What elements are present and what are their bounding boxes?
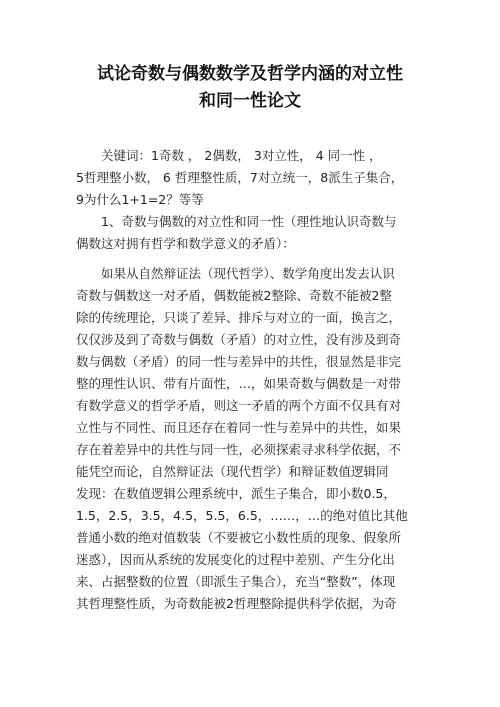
paragraph-line: 除的传统理论，只谈了差异、排斥与对立的一面，换言之， bbox=[76, 310, 402, 325]
keywords-line-3: 9为什么1+1=2？等等 bbox=[76, 192, 204, 207]
section-heading-line-1: 1、奇数与偶数的对立性和同一性（理性地认识奇数与 bbox=[76, 214, 397, 229]
paragraph-line: 有数学意义的哲学矛盾，则这一矛盾的两个方面不仅具有对 bbox=[76, 398, 402, 413]
keywords-line-1: 关键词：1奇数 ， 2偶数， 3对立性， 4 同一性 ， bbox=[76, 148, 382, 163]
paragraph-line: 其哲理整性质，为奇数能被2哲理整除提供科学依据，为奇 bbox=[76, 596, 397, 611]
keywords-line-2: 5哲理整小数， 6 哲理整性质，7对立统一，8派生子集合， bbox=[76, 170, 404, 185]
paragraph-line: 普通小数的绝对值数装（不要被它小数性质的现象、假象所 bbox=[76, 530, 402, 545]
paragraph-line: 能凭空而论，自然辩证法（现代哲学）和辩证数值逻辑同 bbox=[76, 464, 389, 479]
paragraph-line: 仅仅涉及到了奇数与偶数（矛盾）的对立性，没有涉及到奇 bbox=[76, 332, 402, 347]
paragraph-line: 立性与不同性、而且还存在着同一性与差异中的共性，如果 bbox=[76, 420, 402, 435]
paragraph-line: 如果从自然辩证法（现代哲学）、数学角度出发去认识 bbox=[76, 266, 395, 281]
paragraph-line: 存在着差异中的共性与同一性，必须探索寻求科学依据，不 bbox=[76, 442, 402, 457]
paragraph-line: 来、占据整数的位置（即派生子集合），充当“整数”，体现 bbox=[76, 574, 396, 589]
paragraph-line: 奇数与偶数这一对矛盾，偶数能被2整除、奇数不能被2整 bbox=[76, 288, 392, 303]
document-title-line-1: 试论奇数与偶数数学及哲学内涵的对立性 bbox=[97, 64, 403, 84]
section-heading-line-2: 偶数这对拥有哲学和数学意义的矛盾）： bbox=[76, 236, 295, 251]
document-title-line-2: 和同一性论文 bbox=[199, 91, 301, 111]
paragraph-line: 发现：在数值逻辑公理系统中，派生子集合，即小数0.5， bbox=[76, 486, 396, 501]
paragraph-line: 1.5，2.5，3.5，4.5，5.5，6.5，……，…的绝对值比其他 bbox=[76, 508, 408, 523]
paragraph-line: 迷惑），因而从系统的发展变化的过程中差别、产生分化出 bbox=[76, 552, 395, 567]
paragraph-line: 整的理性认识、带有片面性，…，如果奇数与偶数是一对带 bbox=[76, 376, 402, 391]
paragraph-line: 数与偶数（矛盾）的同一性与差异中的共性，很显然是非完 bbox=[76, 354, 402, 369]
